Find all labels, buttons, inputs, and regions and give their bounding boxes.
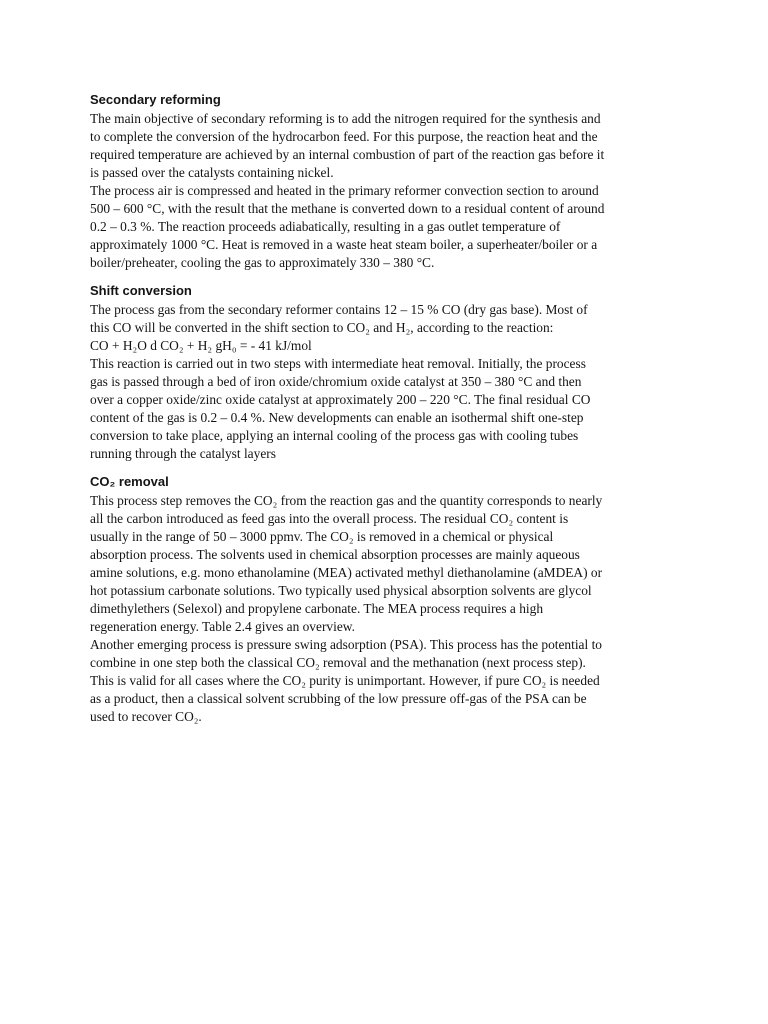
document-page — [90, 91, 635, 732]
paragraph: The main objective of secondary reforming is to add the nitrogen required for the synthesis and to complete the conversion of the hydrocarbon feed. For this purpose, the reaction heat and the required temperature are achieved by an internal combustion of part of the reaction gas before it is passed over the catalysts containing nickel. — [90, 111, 605, 180]
paragraph: The process air is compressed and heated in the primary reformer convection section to around 500 – 600 °C, with the result that the methane is converted down to a residual content of around 0.2 – 0.3 %. The reaction proceeds adiabatically, resulting in a gas outlet temperature of approximately 1000 °C. Heat is removed in a waste heat steam boiler, a superheater/boiler or a boiler/preheater, cooling the gas to approximately 330 – 380 °C. — [90, 183, 605, 270]
section-heading: Shift conversion — [90, 283, 192, 298]
section-heading: Secondary reforming — [90, 92, 221, 107]
section-shift-conversion — [90, 282, 635, 463]
paragraph: The process gas from the secondary reformer contains 12 – 15 % CO (dry gas base). Most of this CO will be converted in the shift section to CO₂ and H₂, according to the reaction: CO + H₂O d CO₂ + H₂ gH₀ = - 41 kJ/mol — [90, 302, 588, 353]
section-heading: CO₂ removal — [90, 474, 169, 489]
paragraph: This reaction is carried out in two steps with intermediate heat removal. Initially, the process gas is passed through a bed of iron oxide/chromium oxide catalyst at 350 – 380 °C and then over a copper oxide/zinc oxide catalyst at approximately 200 – 220 °C. The final residual CO content of the gas is 0.2 – 0.4 %. New developments can enable an isothermal shift one-step conversion to take place, applying an internal cooling of the process gas with cooling tubes running through the catalyst layers — [90, 356, 591, 461]
section-secondary-reforming — [90, 91, 635, 272]
section-co2-removal — [90, 473, 635, 726]
paragraph: This process step removes the CO₂ from the reaction gas and the quantity corresponds to nearly all the carbon introduced as feed gas into the overall process. The residual CO₂ content is usually in the range of 50 – 3000 ppmv. The CO₂ is removed in a chemical or physical absorption process. The solvents used in chemical absorption processes are mainly aqueous amine solutions, e.g. mono ethanolamine (MEA) activated methyl diethanolamine (aMDEA) or hot potassium carbonate solutions. Two typically used physical absorption solvents are glycol dimethylethers (Selexol) and propylene carbonate. The MEA process requires a high regeneration energy. Table 2.4 gives an overview. — [90, 493, 603, 634]
paragraph: Another emerging process is pressure swing adsorption (PSA). This process has the potential to combine in one step both the classical CO₂ removal and the methanation (next process step). This is valid for all cases where the CO₂ purity is unimportant. However, if pure CO₂ is needed as a product, then a classical solvent scrubbing of the low pressure off-gas of the PSA can be used to recover CO₂. — [90, 637, 602, 724]
